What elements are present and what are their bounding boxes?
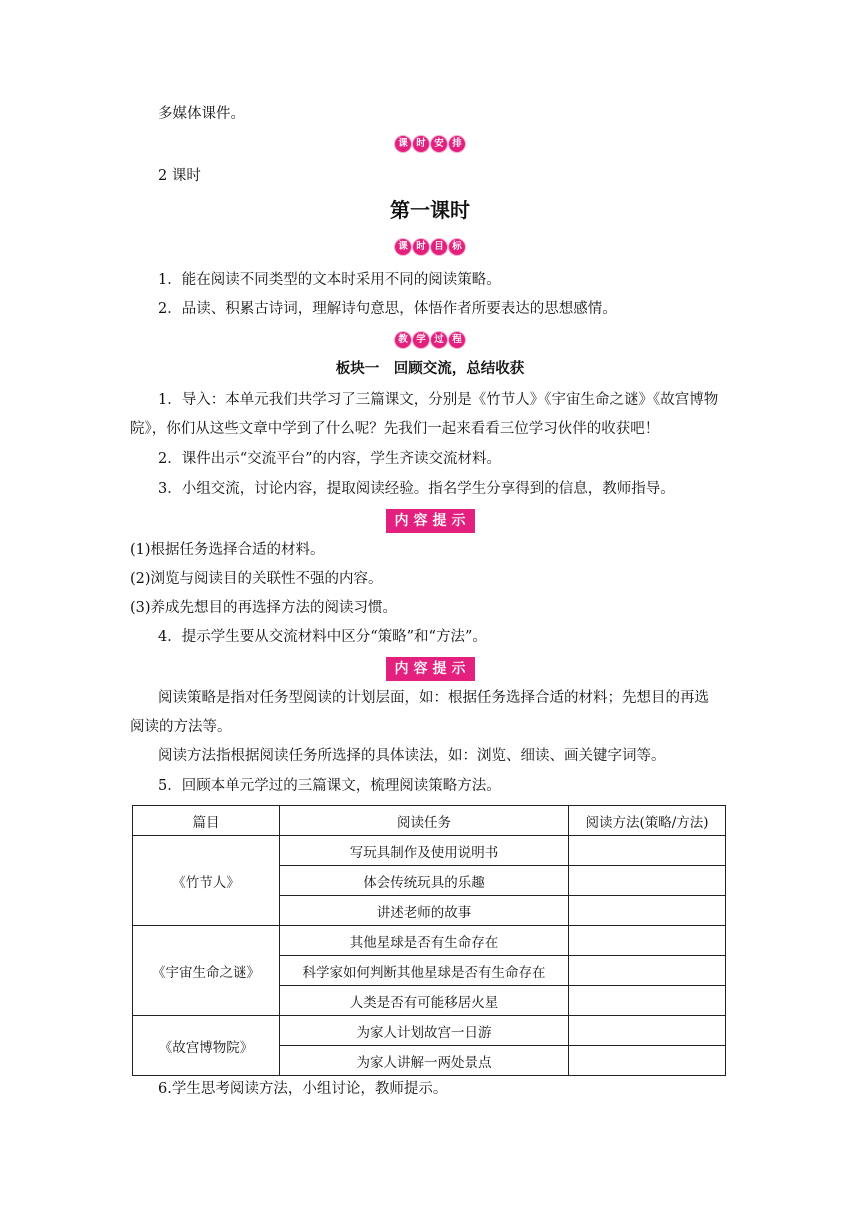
- table-cell-title: 《宇宙生命之谜》: [133, 926, 280, 1016]
- badge-schedule: [0, 136, 860, 152]
- tip2-para1-line2: 阅读的方法等。: [130, 719, 232, 735]
- table-cell-task: 体会传统玩具的乐趣: [280, 866, 569, 896]
- badge-char: 目: [431, 239, 447, 255]
- step-6: 6.学生思考阅读方法，小组讨论，教师提示。: [158, 1081, 448, 1097]
- table-cell-method: [569, 836, 726, 866]
- tip-badge-label: 内容提示: [386, 657, 475, 681]
- table-cell-method: [569, 986, 726, 1016]
- table-cell-method: [569, 926, 726, 956]
- tip-item: (2)浏览与阅读目的关联性不强的内容。: [130, 571, 383, 587]
- table-cell-task: 为家人讲解一两处景点: [280, 1046, 569, 1076]
- badge-goals: [0, 239, 860, 255]
- table-cell-method: [569, 866, 726, 896]
- reading-strategy-table: [132, 805, 726, 1076]
- badge-char: 教: [395, 332, 411, 348]
- table-cell-task: 其他星球是否有生命存在: [280, 926, 569, 956]
- table-cell-method: [569, 956, 726, 986]
- step-1-line-1: 1．导入：本单元我们共学习了三篇课文，分别是《竹节人》《宇宙生命之谜》《故宫博物: [158, 392, 719, 408]
- badge-char: 过: [431, 332, 447, 348]
- badge-char: 时: [413, 136, 429, 152]
- goal-item: 2．品读、积累古诗词，理解诗句意思，体悟作者所要表达的思想感情。: [158, 301, 617, 317]
- tip-item: (1)根据任务选择合适的材料。: [130, 542, 325, 558]
- table-header-cell: 篇目: [133, 806, 280, 836]
- badge-char: 时: [413, 239, 429, 255]
- lesson-title: 第一课时: [390, 198, 470, 222]
- table-cell-task: 人类是否有可能移居火星: [280, 986, 569, 1016]
- table-header-cell: 阅读方法(策略/方法): [569, 806, 726, 836]
- table-cell-task: 写玩具制作及使用说明书: [280, 836, 569, 866]
- badge-char: 课: [395, 239, 411, 255]
- step-2: 2．课件出示“交流平台”的内容，学生齐读交流材料。: [158, 451, 502, 467]
- table-header-row: [133, 806, 726, 836]
- step-5: 5．回顾本单元学过的三篇课文，梳理阅读策略方法。: [158, 778, 501, 794]
- table-row: [133, 1016, 726, 1046]
- table-cell-method: [569, 1046, 726, 1076]
- badge-char: 标: [449, 239, 465, 255]
- table-cell-method: [569, 896, 726, 926]
- schedule-text: 2 课时: [158, 168, 201, 184]
- table-cell-task: 为家人计划故宫一日游: [280, 1016, 569, 1046]
- section-title: 板块一 回顾交流，总结收获: [335, 361, 525, 377]
- table-cell-method: [569, 1016, 726, 1046]
- goal-item: 1．能在阅读不同类型的文本时采用不同的阅读策略。: [158, 272, 501, 288]
- table-header-cell: 阅读任务: [280, 806, 569, 836]
- tip-badge-label: 内容提示: [386, 509, 475, 533]
- tip-badge: [0, 657, 860, 681]
- step-3: 3．小组交流，讨论内容，提取阅读经验。指名学生分享得到的信息，教师指导。: [158, 481, 675, 497]
- table-cell-title: 《故宫博物院》: [133, 1016, 280, 1076]
- badge-char: 排: [449, 136, 465, 152]
- table-row: [133, 836, 726, 866]
- step-4: 4．提示学生要从交流材料中区分“策略”和“方法”。: [158, 629, 487, 645]
- badge-process: [0, 332, 860, 348]
- badge-char: 程: [449, 332, 465, 348]
- table-cell-task: 讲述老师的故事: [280, 896, 569, 926]
- badge-char: 安: [431, 136, 447, 152]
- tip2-para1-line1: 阅读策略是指对任务型阅读的计划层面，如：根据任务选择合适的材料；先想目的再选: [158, 690, 709, 706]
- tip-badge: [0, 509, 860, 533]
- table-row: [133, 926, 726, 956]
- step-1-line-2: 院》，你们从这些文章中学到了什么呢？先我们一起来看看三位学习伙伴的收获吧！: [130, 421, 660, 437]
- table-cell-task: 科学家如何判断其他星球是否有生命存在: [280, 956, 569, 986]
- badge-char: 学: [413, 332, 429, 348]
- tip-item: (3)养成先想目的再选择方法的阅读习惯。: [130, 600, 398, 616]
- materials-line: 多媒体课件。: [158, 106, 245, 122]
- table-cell-title: 《竹节人》: [133, 836, 280, 926]
- badge-char: 课: [395, 136, 411, 152]
- tip2-para2: 阅读方法指根据阅读任务所选择的具体读法，如：浏览、细读、画关键字词等。: [158, 748, 666, 764]
